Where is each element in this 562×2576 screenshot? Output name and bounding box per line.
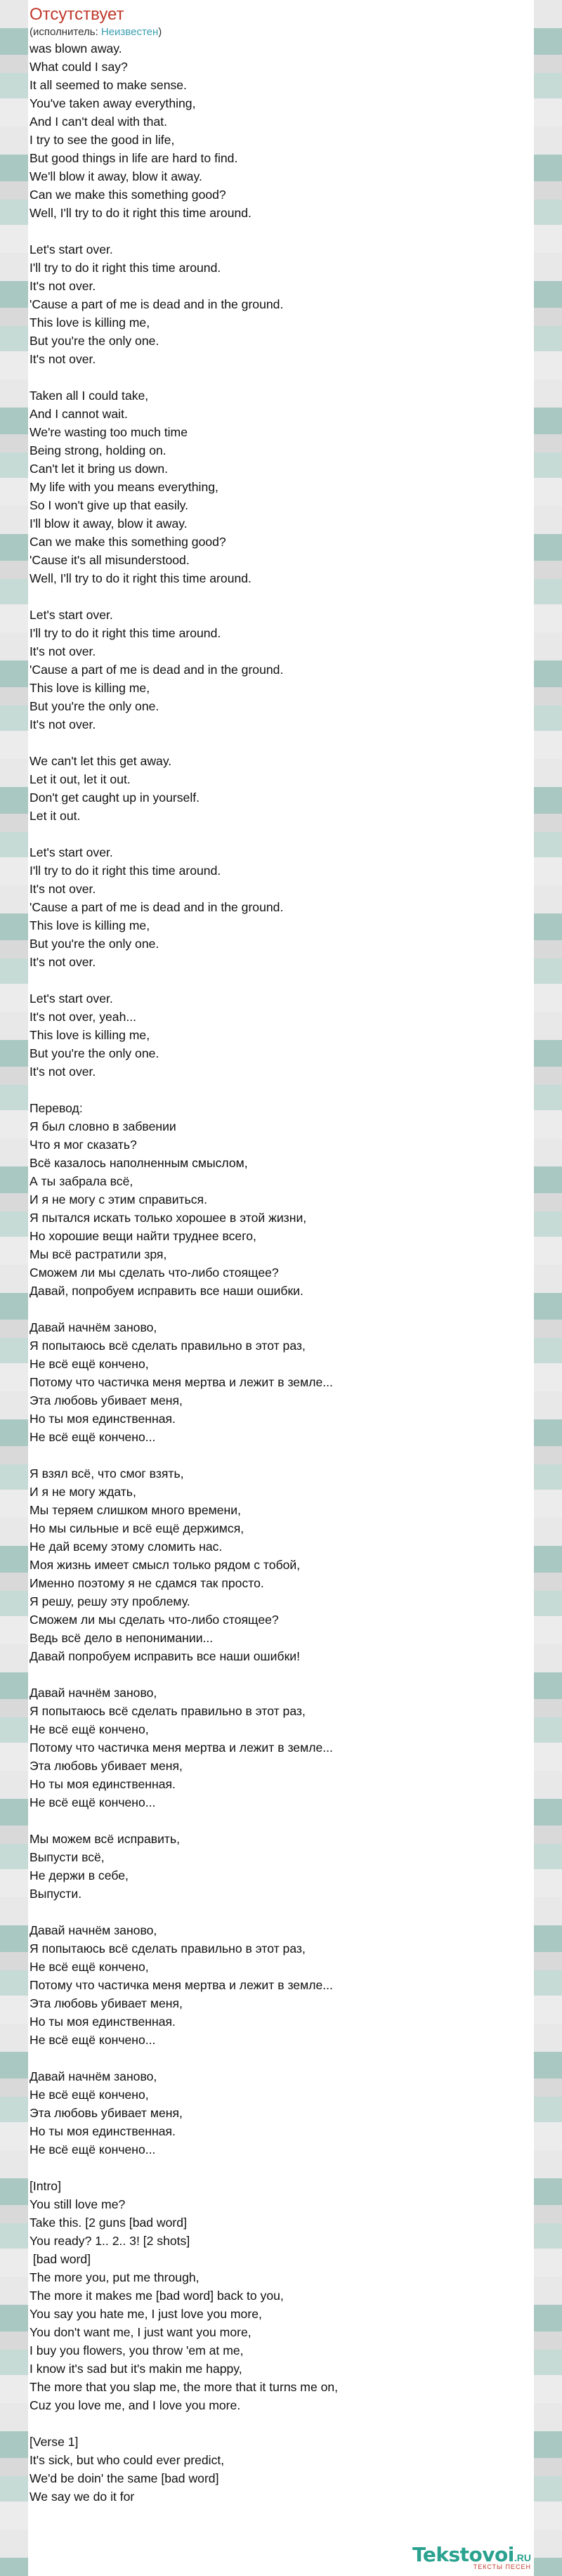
song-header [28, 0, 534, 39]
logo-tagline: ТЕКСТЫ ПЕСЕН [473, 2563, 531, 2570]
right-decorative-stripe [534, 0, 562, 2576]
lyrics-text: was blown away. What could I say? It all seemed to make sense. You've taken away everything, And I can't deal with that. I try to see the good in life, But good things in life are hard to find. We'll blow it away, blow it away. Can we make this something good? Well, I'll try to do it right this time around. Let's start over. I'll try to do it right this time around. It's not over. 'Cause a part of me is dead and in the ground. This love is killing me, But you're the only one. It's not over. Taken all I could take, And I cannot wait. We're wasting too much time Being strong, holding on. Can't let it bring us down. My life with you means everything, So I won't give up that easily. I'll blow it away, blow it away. Can we make this something good? 'Cause it's all misunderstood. Well, I'll try to do it right this time around. Let's start over. I'll try to do it right this time around. It's not over. 'Cause a part of me is dead and in the ground. This love is killing me, But you're the only one. It's not over. We can't let this get away. Let it out, let it out. Don't get caught up in yourself. Let it out. Let's start over. I'll try to do it right this time around. It's not over. 'Cause a part of me is dead and in the ground. This love is killing me, But you're the only one. It's not over. Let's start over. It's not over, yeah... This love is killing me, But you're the only one. It's not over. Перевод: Я был словно в забвении Что я мог сказать? Всё казалось наполненным смыслом, А ты забрала всё, И я не могу с этим справиться. Я пытался искать только хорошее в этой жизни, Но хорошие вещи найти труднее всего, Мы всё растратили зря, Сможем ли мы сделать что-либо стоящее? Давай, попробуем исправить все наши ошибки. Давай начнём заново, Я попытаюсь всё сделать правильно в этот раз, Не всё ещё кончено, Потому что частичка меня мертва и лежит в земле... Эта любовь убивает меня, Но ты моя единственная. Не всё ещё кончено... Я взял всё, что смог взять, И я не могу ждать, Мы теряем слишком много времени, Но мы сильные и всё ещё держимся, Не дай всему этому сломить нас. Моя жизнь имеет смысл только рядом с тобой, Именно поэтому я не сдамся так просто. Я решу, решу эту проблему. Сможем ли мы сделать что-либо стоящее? Ведь всё дело в непонимании... Давай попробуем исправить все наши ошибки! Давай начнём заново, Я попытаюсь всё сделать правильно в этот раз, Не всё ещё кончено, Потому что частичка меня мертва и лежит в земле... Эта любовь убивает меня, Но ты моя единственная. Не всё ещё кончено... Мы можем всё исправить, Выпусти всё, Не держи в себе, Выпусти. Давай начнём заново, Я попытаюсь всё сделать правильно в этот раз, Не всё ещё кончено, Потому что частичка меня мертва и лежит в земле... Эта любовь убивает меня, Но ты моя единственная. Не всё ещё кончено... Давай начнём заново, Не всё ещё кончено, Эта любовь убивает меня, Но ты моя единственная. Не всё ещё кончено... [Intro] You still love me? Take this. [2 guns [bad word] You ready? 1.. 2.. 3! [2 shots] [bad word] The more you, put me through, The more it makes me [bad word] back to you, You say you hate me, I just love you more, You don't want me, I just want you more, I buy you flowers, you throw 'em at me, I know it's sad but it's makin me happy, The more that you slap me, the more that it turns me on, Cuz you love me, and I love you more. [Verse 1] It's sick, but who could ever predict, We'd be doin' the same [bad word] We say we do it for [30, 41, 339, 2504]
left-decorative-stripe [0, 0, 28, 2576]
song-title: Отсутствует [30, 5, 124, 24]
artist-prefix: (исполнитель: [30, 26, 101, 38]
artist-link[interactable]: Неизвестен [100, 26, 159, 38]
logo-tld: .RU [514, 2552, 531, 2563]
artist-suffix: ) [158, 26, 162, 38]
logo-name: Tekstovoi [412, 2543, 514, 2566]
site-logo[interactable] [412, 2543, 531, 2570]
artist-line [30, 25, 534, 39]
content-area [28, 0, 534, 2576]
